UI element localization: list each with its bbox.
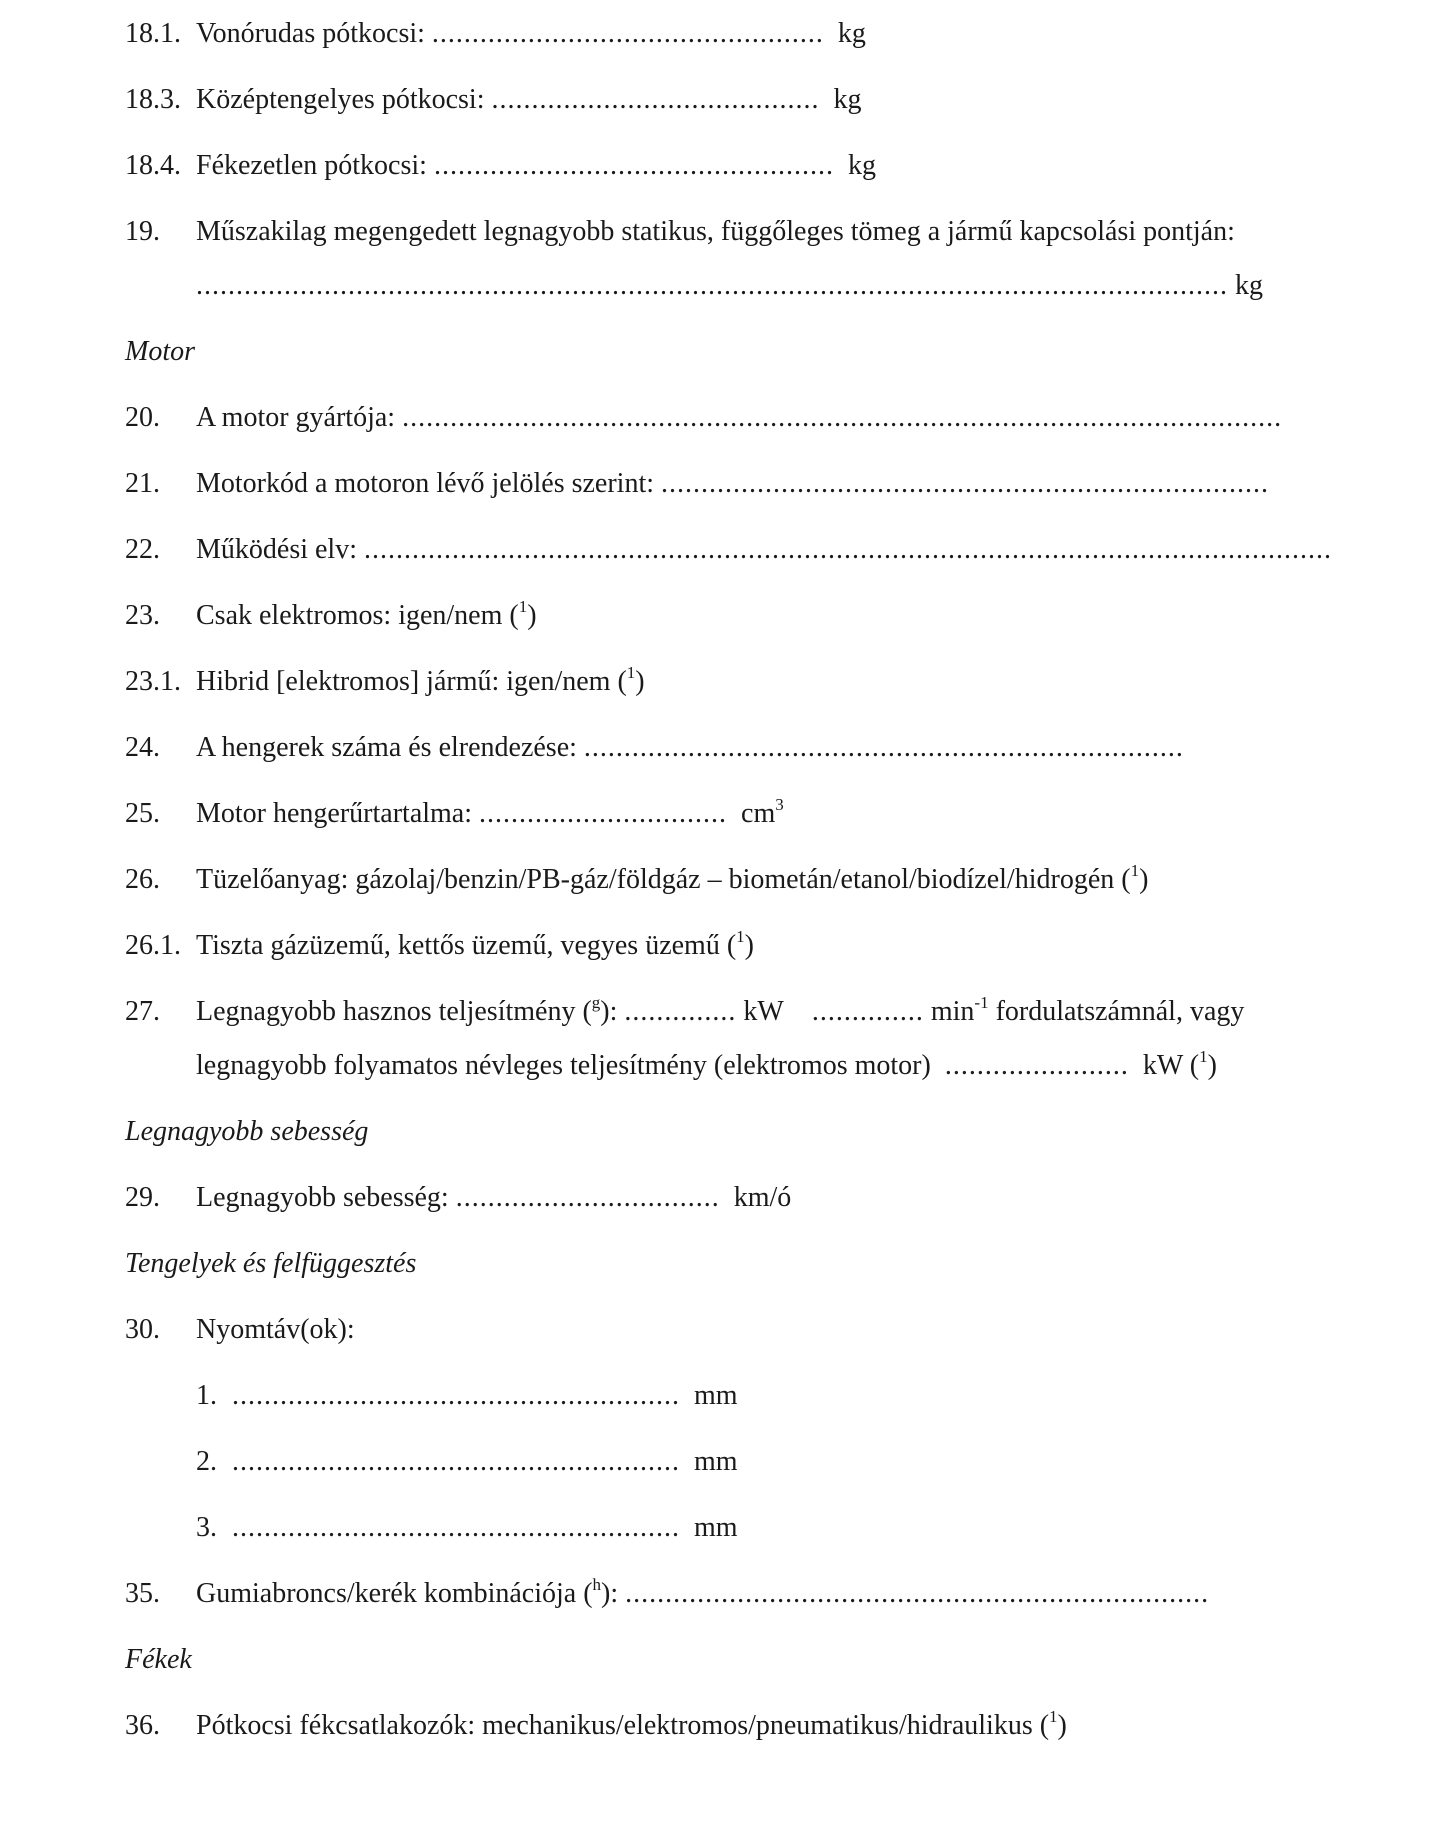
fill-in-dots: ........................................................ xyxy=(232,1446,680,1477)
item-label: Középtengelyes pótkocsi: ......................................... kg xyxy=(196,84,862,115)
item-label: Műszakilag megengedett legnagyobb statikus, függőleges tömeg a jármű kapcsolási pontján: xyxy=(196,216,1235,247)
item-number: 19. xyxy=(125,216,160,247)
item-label: Fékezetlen pótkocsi: .................................................. kg xyxy=(196,150,876,181)
sub-item-number: 1. xyxy=(196,1380,217,1411)
item-number: 24. xyxy=(125,732,160,763)
unit: kg xyxy=(1235,270,1263,301)
fill-in-dots: ............................................................................ xyxy=(661,468,1270,499)
fill-in-dots: ................................. xyxy=(455,1182,720,1213)
footnote-ref: 1 xyxy=(626,663,636,682)
item-label: A motor gyártója: .............................................................................................................. xyxy=(196,402,1283,433)
item-number: 25. xyxy=(125,798,160,829)
unit: kg xyxy=(847,150,876,181)
footnote-ref: 1 xyxy=(1130,861,1140,880)
item-label: Gumiabroncs/kerék kombinációja ($^h$): ......................................................................... xyxy=(196,1575,1210,1609)
item-number: 18.3. xyxy=(125,84,181,115)
item-number: 18.1. xyxy=(125,18,181,49)
fill-in-dots: ....................... xyxy=(944,1050,1129,1081)
item-label: A hengerek száma és elrendezése: ........................................................................... xyxy=(196,732,1184,763)
footnote-ref: 1 xyxy=(1199,1047,1208,1066)
sub-item-number: 2. xyxy=(196,1446,217,1477)
item-number: 29. xyxy=(125,1182,160,1213)
unit: min xyxy=(930,996,975,1027)
fill-in-dots: ......................................... xyxy=(491,84,820,115)
sub-item-number: 3. xyxy=(196,1512,217,1543)
footnote-ref: 1 xyxy=(1049,1707,1058,1726)
item-label: Nyomtáv(ok): xyxy=(196,1314,355,1345)
item-number: 27. xyxy=(125,996,160,1027)
fill-in-dots: ......................................................................................................................... xyxy=(364,534,1332,565)
item-label: Működési elv: ......................................................................................................................... xyxy=(196,534,1332,565)
item-label: Motor hengerűrtartalma: ............................... $cm^3$ xyxy=(196,795,784,829)
item-number: 22. xyxy=(125,534,160,565)
unit: kg xyxy=(837,18,866,49)
item-label: Pótkocsi fékcsatlakozók: mechanikus/elektromos/pneumatikus/hidraulikus ($^1$) xyxy=(196,1707,1067,1741)
item-number: 30. xyxy=(125,1314,160,1345)
fill-in-dots: .............. xyxy=(811,996,924,1027)
item-label: Legnagyobb hasznos teljesítmény ($^g$): .............. kW .............. $\min^{-1}$ fordulatszámnál, vagy xyxy=(196,993,1245,1027)
item-label: Csak elektromos: igen/nem ($^1$) xyxy=(196,597,537,631)
fill-in-dots: ........................................................ xyxy=(232,1512,680,1543)
item-number: 26.1. xyxy=(125,930,181,961)
unit: mm xyxy=(694,1380,738,1411)
footnote-ref: 1 xyxy=(518,597,528,616)
unit: cm xyxy=(741,798,776,829)
unit: km/ó xyxy=(733,1182,792,1213)
fill-in-dots: .............................................................................................................. xyxy=(402,402,1283,433)
fill-in-dots: ........................................................................... xyxy=(583,732,1184,763)
footnote-ref: 1 xyxy=(736,927,745,946)
fill-in-dots: ........................................................ xyxy=(232,1380,680,1411)
item-label: Hibrid [elektromos] jármű: igen/nem ($^1$) xyxy=(196,663,645,697)
item-number: 26. xyxy=(125,864,160,895)
item-label: Tüzelőanyag: gázolaj/benzin/PB-gáz/földgáz – biometán/etanol/biodízel/hidrogén ($^1$) xyxy=(196,861,1149,895)
item-number: 36. xyxy=(125,1710,160,1741)
fill-in-dots: ............................... xyxy=(479,798,728,829)
unit: mm xyxy=(694,1446,738,1477)
item-number: 23.1. xyxy=(125,666,181,697)
unit: mm xyxy=(694,1512,738,1543)
item-label: Tiszta gázüzemű, kettős üzemű, vegyes üzemű ($^1$) xyxy=(196,927,754,961)
footnote-ref: g xyxy=(591,993,601,1012)
fill-in-dots: .................................................. xyxy=(433,150,834,181)
item-number: 23. xyxy=(125,600,160,631)
unit: kg xyxy=(833,84,862,115)
fill-in-dots: ................................................. xyxy=(431,18,824,49)
fill-in-dots: .............. xyxy=(624,996,737,1027)
footnote-ref: h xyxy=(592,1575,602,1594)
fill-in-dots: ................................................................................................................................. xyxy=(196,270,1228,301)
item-label: Motorkód a motoron lévő jelölés szerint: ............................................................................ xyxy=(196,468,1270,499)
item-number: 18.4. xyxy=(125,150,181,181)
unit: kW xyxy=(743,996,784,1027)
item-number: 20. xyxy=(125,402,160,433)
item-number: 21. xyxy=(125,468,160,499)
item-number: 35. xyxy=(125,1578,160,1609)
fill-in-dots: ......................................................................... xyxy=(625,1578,1210,1609)
item-label: Vonórudas pótkocsi: ................................................. kg xyxy=(196,18,866,49)
item-label: Legnagyobb sebesség: ................................. km/ó xyxy=(196,1182,792,1213)
